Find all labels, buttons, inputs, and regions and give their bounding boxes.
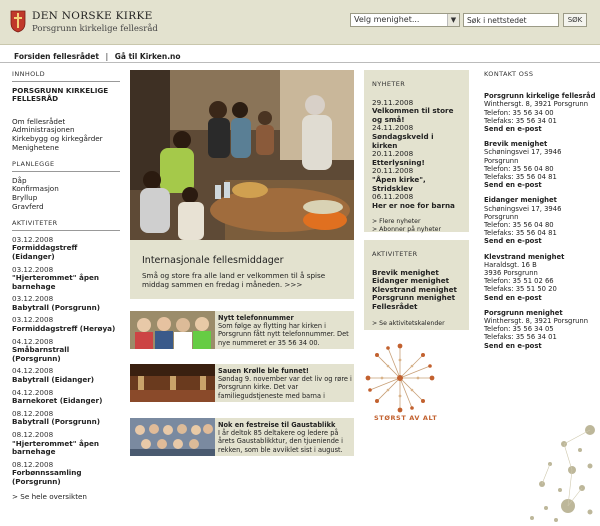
contact-email-link[interactable]: Send en e-post — [484, 181, 542, 190]
activity-date: 08.12.2008 — [12, 430, 54, 439]
contact-city: 3936 Porsgrunn — [484, 269, 538, 278]
news-box — [364, 70, 469, 232]
news-title[interactable]: Nok en festreise til Gaustablikk — [218, 421, 336, 429]
sidebar-org-title-line2[interactable]: FELLESRÅD — [12, 94, 59, 104]
news-body: Som følge av flytting har kirken i Porsgrunn fått nytt telefonnummer. Det nye nummeret er 35 56 34 00. — [218, 322, 349, 347]
storst-av-alt-text: STØRST AV ALT — [374, 414, 438, 422]
activity-date: 03.12.2008 — [12, 315, 54, 325]
news-link[interactable]: Her er noe for barna — [372, 200, 455, 210]
activity-item[interactable] — [12, 431, 120, 457]
activity-item[interactable] — [12, 410, 120, 427]
aktiviteter-heading: AKTIVITETER — [12, 219, 120, 231]
news-list-item[interactable] — [372, 99, 461, 125]
activity-date: 03.12.2008 — [12, 234, 54, 244]
activity-title[interactable]: Forbønnssamling (Porsgrunn) — [12, 468, 82, 486]
org-subtitle: Porsgrunn kirkelige fellesråd — [32, 24, 158, 34]
left-sidebar — [12, 70, 120, 501]
contact-phone: Telefon: 35 56 04 80 — [484, 164, 554, 173]
activity-title[interactable]: "Hjerterommet" åpen barnehage — [12, 438, 99, 457]
news-date: 06.11.2008 — [372, 192, 414, 202]
contact-fax: Telefaks: 35 51 50 20 — [484, 285, 557, 294]
parish-select[interactable] — [350, 13, 460, 27]
news-date: 29.11.2008 — [372, 97, 414, 107]
sidebar-item-om[interactable]: Om fellesrådet — [12, 116, 66, 126]
chevron-down-icon[interactable]: ▼ — [447, 14, 459, 26]
activity-title[interactable]: Babytrall (Eidanger) — [12, 375, 95, 385]
activity-title[interactable]: "Hjerterommet" åpen barnehage — [12, 273, 99, 291]
contact-name[interactable]: Klevstrand menighet — [484, 252, 565, 261]
activity-item[interactable] — [12, 461, 120, 487]
activity-title[interactable]: Formiddagstreff (Herøya) — [12, 324, 116, 334]
news-link[interactable]: Søndagskveld i kirken — [372, 131, 434, 150]
sidebar-org-title-line1[interactable]: PORSGRUNN KIRKELIGE — [12, 85, 109, 95]
activity-date: 03.12.2008 — [12, 264, 54, 274]
sidebar-item-gravferd[interactable]: Gravferd — [12, 201, 44, 211]
contact-entry — [484, 140, 596, 189]
sidebar-item-kirkebygg[interactable]: Kirkebygg og kirkegårder — [12, 133, 103, 143]
site-header — [0, 0, 600, 45]
contact-email-link[interactable]: Send en e-post — [484, 293, 542, 302]
top-nav — [0, 50, 600, 63]
activity-title[interactable]: Babytrall (Porsgrunn) — [12, 302, 101, 312]
contact-column — [484, 70, 596, 357]
activities-link-klevstrand[interactable]: Klevstrand menighet — [372, 284, 457, 294]
contact-address: Schøningsvei 17, 3946 Porsgrunn — [484, 204, 562, 221]
sidebar-item-dap[interactable]: Dåp — [12, 175, 27, 185]
contact-entry — [484, 253, 596, 302]
activity-title[interactable]: Småbarnstrall (Porsgrunn) — [12, 345, 70, 363]
news-list-item[interactable] — [372, 124, 461, 150]
activities-link-eidanger[interactable]: Eidanger menighet — [372, 276, 450, 286]
activity-title[interactable]: Barnekoret (Eidanger) — [12, 396, 103, 406]
news-text — [218, 367, 352, 400]
contact-fax: Telefaks: 35 56 04 81 — [484, 173, 557, 182]
activities-link-fellesradet[interactable]: Fellesrådet — [372, 301, 418, 311]
contact-email-link[interactable]: Send en e-post — [484, 125, 542, 134]
contact-entry — [484, 92, 596, 133]
news-item[interactable] — [130, 364, 354, 402]
contact-entry — [484, 196, 596, 245]
contact-email-link[interactable]: Send en e-post — [484, 341, 542, 350]
decorative-dots — [520, 420, 600, 526]
news-date: 24.11.2008 — [372, 123, 414, 133]
news-thumbnail[interactable] — [130, 311, 215, 349]
activity-item[interactable] — [12, 338, 120, 364]
news-link[interactable]: Velkommen til store og små! — [372, 106, 454, 124]
org-name[interactable]: DEN NORSKE KIRKE — [32, 10, 153, 22]
news-thumbnail-2-illustration — [130, 364, 215, 402]
activity-date: 04.12.2008 — [12, 387, 54, 397]
news-text — [218, 421, 352, 454]
activity-date: 04.12.2008 — [12, 366, 54, 376]
parish-select-value: Velg menighet... — [354, 15, 420, 24]
nav-separator: | — [105, 52, 109, 61]
activity-item[interactable] — [12, 266, 120, 292]
activity-item[interactable] — [12, 236, 120, 262]
activity-title[interactable]: Babytrall (Porsgrunn) — [12, 417, 101, 427]
news-title[interactable]: Nytt telefonnummer — [218, 314, 294, 322]
contact-email-link[interactable]: Send en e-post — [484, 237, 542, 246]
sidebar-item-bryllup[interactable]: Bryllup — [12, 192, 38, 202]
news-list-item[interactable] — [372, 167, 461, 193]
contact-name[interactable]: Brevik menighet — [484, 140, 548, 149]
news-thumbnail[interactable] — [130, 418, 215, 456]
contact-name[interactable]: Porsgrunn menighet — [484, 308, 563, 317]
activity-date: 04.12.2008 — [12, 336, 54, 346]
contact-entry — [484, 309, 596, 350]
news-box-heading: NYHETER — [372, 80, 406, 88]
contact-fax: Telefaks: 35 56 34 01 — [484, 116, 557, 125]
contact-phone: Telefon: 35 56 34 00 — [484, 108, 554, 117]
contact-phone: Telefon: 35 51 02 66 — [484, 277, 554, 286]
church-cross-logo-icon[interactable] — [10, 9, 26, 33]
activity-date: 08.12.2008 — [12, 459, 54, 469]
news-link[interactable]: "Åpen kirke", Stridsklev — [372, 174, 426, 193]
news-text — [218, 314, 352, 347]
feature-panel[interactable] — [130, 240, 354, 299]
activities-link-porsgrunn[interactable]: Porsgrunn menighet — [372, 293, 456, 303]
news-list-item[interactable] — [372, 150, 461, 167]
news-link[interactable]: Etterlysning! — [372, 157, 425, 167]
activity-item[interactable] — [12, 389, 120, 406]
contact-address: Schøningsvei 17, 3946 Porsgrunn — [484, 148, 562, 165]
feature-text: Små og store fra alle land er velkommen til å spise middag sammen en fredag i måneden. >>> — [142, 271, 326, 290]
contact-fax: Telefaks: 35 56 04 81 — [484, 229, 557, 238]
news-body: Søndag 9. november var det liv og røre i Porsgrunn kirke. Det var familiegudstjeneste med barna i — [218, 375, 352, 400]
sidebar-item-menighetene[interactable]: Menighetene — [12, 142, 59, 152]
news-title[interactable]: Sauen Krølle ble funnet! — [218, 367, 309, 375]
sidebar-item-administrasjonen[interactable]: Administrasjonen — [12, 125, 75, 135]
news-thumbnail-3-illustration — [130, 418, 215, 456]
activities-box-heading: AKTIVITETER — [372, 250, 418, 258]
contact-name[interactable]: Porsgrunn kirkelige fellesråd — [484, 92, 596, 101]
contact-phone: Telefon: 35 56 04 80 — [484, 221, 554, 230]
news-item[interactable] — [130, 418, 354, 456]
activities-link-brevik[interactable]: Brevik menighet — [372, 267, 439, 277]
contact-address: Haraldsgt. 16 B — [484, 260, 537, 269]
activities-box — [364, 240, 469, 330]
dinner-photo-illustration — [130, 70, 354, 240]
search-input[interactable]: Søk i nettstedet — [463, 13, 559, 27]
news-body: I år deltok 85 deltakere og ledere på årets Gaustablikktur, den tjueniende i rekken, som ble avviklet sist i august. — [218, 429, 343, 454]
more-news-link[interactable]: > Flere nyheter — [372, 218, 421, 226]
dinner-photo[interactable] — [130, 70, 354, 240]
contact-heading: KONTAKT OSS — [484, 70, 534, 78]
contact-name[interactable]: Eidanger menighet — [484, 196, 557, 205]
contact-address: Winthersgt. 8, 3921 Porsgrunn — [484, 317, 589, 326]
news-date: 20.11.2008 — [372, 166, 414, 176]
search-button[interactable]: SØK — [563, 13, 587, 27]
planlegge-heading: PLANLEGGE — [12, 160, 120, 172]
innhold-heading: INNHOLD — [12, 70, 120, 82]
activity-item[interactable] — [12, 367, 120, 384]
news-thumbnail[interactable] — [130, 364, 215, 402]
news-date: 20.11.2008 — [372, 149, 414, 159]
activity-date: 03.12.2008 — [12, 294, 54, 304]
news-thumbnail-1-illustration — [130, 311, 215, 349]
contact-address: Winthersgt. 8, 3921 Porsgrunn — [484, 100, 589, 109]
activity-item[interactable] — [12, 295, 120, 312]
storst-av-alt-logo-icon[interactable] — [364, 342, 436, 414]
contact-phone: Telefon: 35 56 34 05 — [484, 325, 554, 334]
subscribe-news-link[interactable]: > Abonner på nyheter — [372, 226, 442, 234]
activity-calendar-link[interactable]: > Se aktivitetskalender — [372, 319, 445, 327]
feature-title[interactable]: Internasjonale fellesmiddager — [142, 255, 284, 266]
see-all-activities-link[interactable]: > Se hele oversikten — [12, 491, 87, 501]
news-item[interactable] — [130, 311, 354, 349]
news-list-item[interactable] — [372, 193, 461, 210]
activity-title[interactable]: Formiddagstreff (Eidanger) — [12, 243, 78, 261]
activity-item[interactable] — [12, 316, 120, 333]
activity-date: 08.12.2008 — [12, 408, 54, 418]
sidebar-item-konfirmasjon[interactable]: Konfirmasjon — [12, 184, 59, 194]
nav-church-link[interactable]: Gå til Kirken.no — [114, 52, 181, 61]
contact-fax: Telefaks: 35 56 34 01 — [484, 333, 557, 342]
nav-home-link[interactable]: Forsiden fellesrådet — [14, 52, 99, 61]
